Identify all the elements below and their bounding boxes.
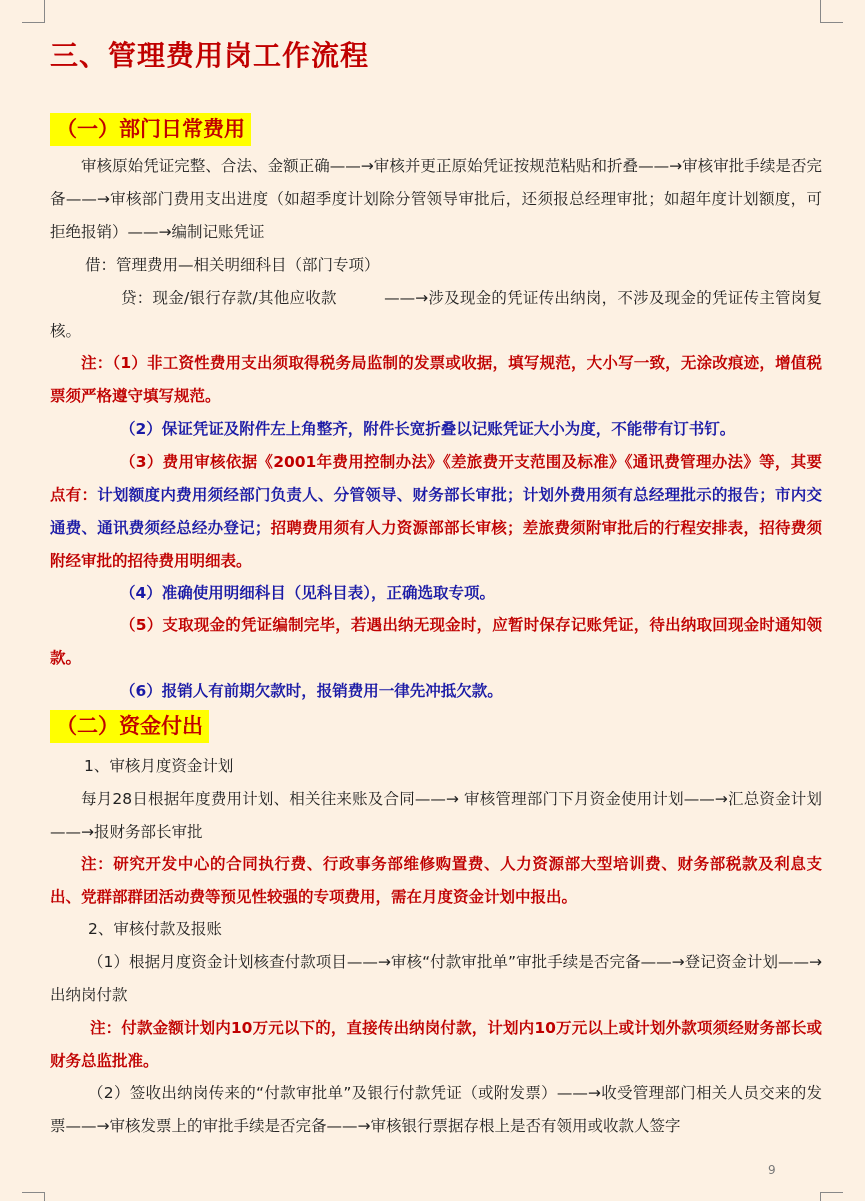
note-3-body-a: 计划额度内费用须经部门负责人、分管领导、财务部长审批；计划外费用须有总经理批示的报告；市内交通费、通讯费须经总经办登记； bbox=[50, 486, 822, 537]
paragraph-monthly-plan: 每月28日根据年度费用计划、相关往来账及合同——→ 审核管理部门下月资金使用计划——→汇总资金计划——→报财务部长审批 bbox=[50, 790, 822, 841]
note-1: 注：（1）非工资性费用支出须取得税务局监制的发票或收据，填写规范，大小写一致，无涂改痕迹，增值税票须严格遵守填写规范。 bbox=[50, 354, 822, 405]
note-3-body-b: 招聘费用须有人力资源部部长审核；差旅费须附审批后的行程安排表，招待费须附经审批的招待费用明细表。 bbox=[50, 519, 822, 570]
note-5: （5）支取现金的凭证编制完毕，若遇出纳无现金时，应暂时保存记账凭证，待出纳取回现金时通知领款。 bbox=[50, 616, 822, 667]
subheading-monthly-plan: 1、审核月度资金计划 bbox=[84, 757, 234, 775]
crop-mark-top-left bbox=[22, 0, 45, 23]
crop-mark-top-right bbox=[820, 0, 843, 23]
paragraph-payment-1: （1）根据月度资金计划核查付款项目——→审核“付款审批单”审批手续是否完备——→登记资金计划——→出纳岗付款 bbox=[50, 953, 822, 1004]
paragraph-debit: 借：管理费用—相关明细科目（部门专项） bbox=[85, 256, 380, 274]
paragraph-audit-flow: 审核原始凭证完整、合法、金额正确——→审核并更正原始凭证按规范粘贴和折叠——→审核审批手续是否完备——→审核部门费用支出进度（如超季度计划除分管领导审批后，还须报总经理审批；如超年度计划额度，可拒绝报销）——→编制记账凭证 bbox=[50, 157, 822, 241]
page-title: 三、管理费用岗工作流程 bbox=[50, 39, 370, 72]
section-heading-1: （一）部门日常费用 bbox=[50, 113, 251, 146]
crop-mark-bottom-right bbox=[820, 1192, 843, 1201]
note-payment: 注：付款金额计划内10万元以下的，直接传出纳岗付款，计划内10万元以上或计划外款项须经财务部长或财务总监批准。 bbox=[50, 1019, 822, 1070]
paragraph-credit: 贷：现金/银行存款/其他应收款 ——→涉及现金的凭证传出纳岗，不涉及现金的凭证传主管岗复核。 bbox=[50, 289, 822, 340]
page-number: 9 bbox=[768, 1163, 776, 1177]
paragraph-payment-2: （2）签收出纳岗传来的“付款审批单”及银行付款凭证（或附发票）——→收受管理部门相关人员交来的发票——→审核发票上的审批手续是否完备——→审核银行票据存根上是否有领用或收款人签字 bbox=[50, 1084, 822, 1135]
note-monthly-plan: 注：研究开发中心的合同执行费、行政事务部维修购置费、人力资源部大型培训费、财务部税款及利息支出、党群部群团活动费等预见性较强的专项费用，需在月度资金计划中报出。 bbox=[50, 855, 822, 906]
section-heading-2: （二）资金付出 bbox=[50, 710, 209, 743]
subheading-payment: 2、审核付款及报账 bbox=[88, 920, 222, 938]
note-6: （6）报销人有前期欠款时，报销费用一律先冲抵欠款。 bbox=[120, 682, 503, 700]
note-4: （4）准确使用明细科目（见科目表），正确选取专项。 bbox=[120, 584, 496, 602]
note-3 bbox=[50, 446, 822, 578]
note-3-intro: （3）费用审核依据《2001年费用控制办法》《差旅费开支范围及标准》《通讯费管理办法》等，其要点有： bbox=[50, 453, 822, 504]
crop-mark-bottom-left bbox=[22, 1192, 45, 1201]
note-2: （2）保证凭证及附件左上角整齐，附件长宽折叠以记账凭证大小为度，不能带有订书钉。 bbox=[120, 420, 736, 438]
